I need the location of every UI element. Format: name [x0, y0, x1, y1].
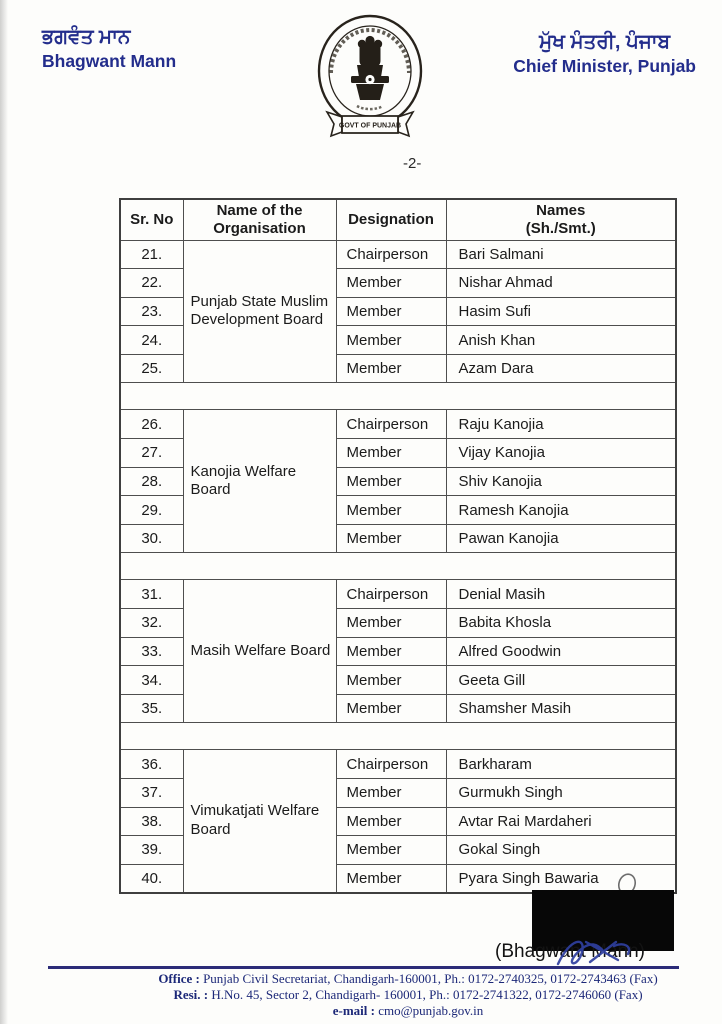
footer-email-label: e-mail : [332, 1003, 375, 1018]
name-cell: Anish Khan [446, 326, 676, 355]
designation-cell: Member [336, 694, 446, 723]
sr-no-cell: 25. [120, 354, 183, 383]
spacer-cell [120, 723, 676, 750]
table-spacer-row [120, 383, 676, 410]
table-row [120, 580, 676, 609]
sr-no-cell: 38. [120, 807, 183, 836]
name-cell: Denial Masih [446, 580, 676, 609]
name-cell: Raju Kanojia [446, 410, 676, 439]
name-cell: Gokal Singh [446, 836, 676, 865]
footer-office-text: Punjab Civil Secretariat, Chandigarh-160001, Ph.: 0172-2740325, 0172-2743463 (Fax) [199, 971, 658, 986]
signature-scribble-icon [540, 930, 650, 976]
name-cell: Azam Dara [446, 354, 676, 383]
organisation-cell: Vimukatjati Welfare Board [183, 750, 336, 893]
organisation-cell: Kanojia Welfare Board [183, 410, 336, 553]
footer-office-label: Office : [158, 971, 200, 986]
sr-no-cell: 29. [120, 496, 183, 525]
spacer-cell [120, 553, 676, 580]
sr-no-cell: 24. [120, 326, 183, 355]
col-header-designation: Designation [336, 199, 446, 240]
sr-no-cell: 37. [120, 779, 183, 808]
designation-cell: Member [336, 269, 446, 298]
col-header-organisation-line1: Name of the [216, 201, 303, 219]
designation-block [513, 31, 696, 76]
sr-no-cell: 28. [120, 467, 183, 496]
designation-cell: Member [336, 467, 446, 496]
name-cell: Barkharam [446, 750, 676, 779]
table-row [120, 410, 676, 439]
sr-no-cell: 34. [120, 666, 183, 695]
sr-no-cell: 31. [120, 580, 183, 609]
footer-contact-block [100, 971, 716, 1019]
designation-cell: Chairperson [336, 410, 446, 439]
table-row [120, 750, 676, 779]
name-cell: Avtar Rai Mardaheri [446, 807, 676, 836]
name-cell: Pawan Kanojia [446, 524, 676, 553]
sr-no-cell: 30. [120, 524, 183, 553]
table-body [120, 240, 676, 893]
designation-cell: Chairperson [336, 750, 446, 779]
sender-name-punjabi: ਭਗਵੰਤ ਮਾਨ [42, 26, 131, 48]
appointments-table [119, 198, 677, 894]
scan-edge-shade [0, 0, 8, 1024]
designation-cell: Member [336, 807, 446, 836]
table-header-row [120, 199, 676, 240]
footer-residence-label: Resi. : [173, 987, 209, 1002]
designation-cell: Member [336, 637, 446, 666]
name-cell: Alfred Goodwin [446, 637, 676, 666]
designation-cell: Member [336, 864, 446, 893]
table-spacer-row [120, 553, 676, 580]
col-header-sr-no: Sr. No [120, 199, 183, 240]
organisation-cell: Masih Welfare Board [183, 580, 336, 723]
sr-no-cell: 33. [120, 637, 183, 666]
footer-email-line [100, 1003, 716, 1019]
name-cell: Babita Khosla [446, 609, 676, 638]
col-header-names-line2: (Sh./Smt.) [525, 219, 596, 237]
sender-name-english: Bhagwant Mann [42, 51, 177, 71]
designation-cell: Chairperson [336, 240, 446, 269]
designation-cell: Member [336, 439, 446, 468]
table-spacer-row [120, 723, 676, 750]
name-cell: Vijay Kanojia [446, 439, 676, 468]
banner-text: GOVT OF PUNJAB [338, 122, 402, 130]
designation-cell: Member [336, 496, 446, 525]
name-cell: Nishar Ahmad [446, 269, 676, 298]
designation-cell: Chairperson [336, 580, 446, 609]
cm-title-english: Chief Minister, Punjab [513, 56, 696, 76]
sr-no-cell: 27. [120, 439, 183, 468]
col-header-names-line1: Names [536, 201, 586, 219]
name-cell: Shiv Kanojia [446, 467, 676, 496]
name-cell: Pyara Singh Bawaria [446, 864, 676, 893]
sender-name-block [42, 26, 176, 71]
spacer-cell [120, 383, 676, 410]
col-header-organisation [183, 199, 336, 240]
sr-no-cell: 22. [120, 269, 183, 298]
designation-cell: Member [336, 836, 446, 865]
banner-ribbon [327, 112, 413, 136]
designation-cell: Member [336, 297, 446, 326]
designation-cell: Member [336, 666, 446, 695]
name-cell: Hasim Sufi [446, 297, 676, 326]
name-cell: Bari Salmani [446, 240, 676, 269]
sr-no-cell: 21. [120, 240, 183, 269]
sr-no-cell: 40. [120, 864, 183, 893]
page-number: -2- [403, 155, 422, 172]
designation-cell: Member [336, 779, 446, 808]
sr-no-cell: 36. [120, 750, 183, 779]
designation-cell: Member [336, 524, 446, 553]
designation-cell: Member [336, 326, 446, 355]
footer-residence-line [100, 987, 716, 1003]
sr-no-cell: 35. [120, 694, 183, 723]
footer-residence-text: H.No. 45, Sector 2, Chandigarh- 160001, Ph.: 0172-2741322, 0172-2746060 (Fax) [208, 987, 643, 1002]
sr-no-cell: 23. [120, 297, 183, 326]
name-cell: Shamsher Masih [446, 694, 676, 723]
table-row [120, 240, 676, 269]
sr-no-cell: 32. [120, 609, 183, 638]
name-cell: Geeta Gill [446, 666, 676, 695]
sr-no-cell: 26. [120, 410, 183, 439]
col-header-names [446, 199, 676, 240]
name-cell: Ramesh Kanojia [446, 496, 676, 525]
designation-cell: Member [336, 609, 446, 638]
col-header-organisation-line2: Organisation [213, 219, 306, 237]
cm-title-punjabi: ਮੁੱਖ ਮੰਤਰੀ, ਪੰਜਾਬ [539, 31, 671, 53]
designation-cell: Member [336, 354, 446, 383]
signatory-name: (Bhagwant Mann) [495, 941, 645, 962]
organisation-cell: Punjab State Muslim Development Board [183, 240, 336, 383]
name-cell: Gurmukh Singh [446, 779, 676, 808]
footer-email-text: cmo@punjab.gov.in [374, 1003, 484, 1018]
govt-of-punjab-seal-icon [317, 13, 424, 141]
sr-no-cell: 39. [120, 836, 183, 865]
